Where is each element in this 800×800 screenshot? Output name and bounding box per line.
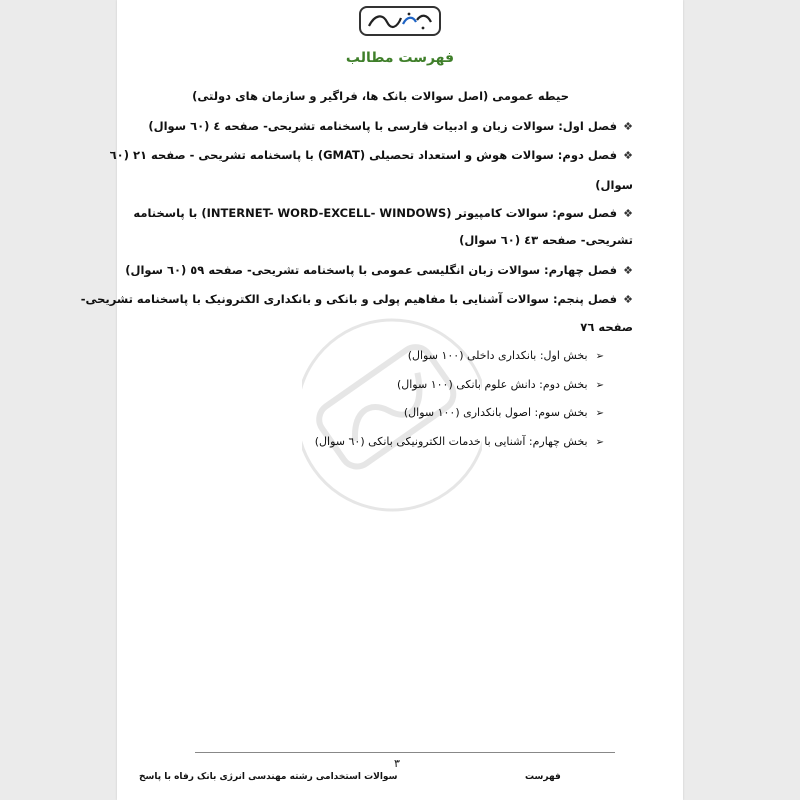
logo-icon — [361, 8, 439, 34]
toc-item-chapter-3 — [133, 205, 633, 222]
diamond-bullet-icon: ❖ — [623, 264, 633, 277]
arrow-bullet-icon: ➢ — [595, 380, 604, 391]
toc-title: فهرست مطالب — [345, 50, 455, 66]
toc-item-chapter-2 — [110, 147, 633, 164]
toc-item-text: فصل اول: سوالات زبان و ادبیات فارسی با پاسخنامه تشریحی- صفحه ٤ (٦٠ سوال) — [148, 119, 617, 133]
toc-item-continuation: تشریحی- صفحه ٤٣ (٦٠ سوال) — [459, 233, 633, 247]
toc-item-text: فصل دوم: سوالات هوش و استعداد تحصیلی (GMAT) با پاسخنامه تشریحی - صفحه ٢١ (٦٠ — [109, 148, 617, 162]
toc-item-text: فصل پنجم: سوالات آشنایی با مفاهیم پولی و بانکی و بانکداری الکترونیک با پاسخنامه تشریحی- — [80, 292, 617, 306]
diamond-bullet-icon: ❖ — [623, 120, 633, 133]
section-heading: حیطه عمومی (اصل سوالات بانک ها، فراگیر و سازمان های دولتی) — [192, 89, 569, 103]
footer-document-title: سوالات استخدامی رشته مهندسی انرژی بانک رفاه با پاسخ — [139, 772, 398, 782]
toc-item-text: فصل سوم: سوالات کامپیوتر (INTERNET- WORD-EXCELL- WINDOWS) با پاسخنامه — [133, 206, 617, 220]
diamond-bullet-icon: ❖ — [623, 293, 633, 306]
diamond-bullet-icon: ❖ — [623, 207, 633, 220]
toc-item-chapter-5 — [81, 291, 633, 308]
toc-item-chapter-4 — [125, 262, 633, 279]
diamond-bullet-icon: ❖ — [623, 149, 633, 162]
footer-section-label: فهرست — [525, 772, 561, 782]
document-page — [80, 0, 683, 800]
toc-item-text: فصل چهارم: سوالات زبان انگلیسی عمومی با پاسخنامه تشریحی- صفحه ٥٩ (٦٠ سوال) — [125, 263, 617, 277]
toc-subitem: ➢بخش دوم: دانش علوم بانکی (١٠٠ سوال) — [397, 377, 604, 394]
arrow-bullet-icon: ➢ — [595, 437, 604, 448]
toc-subitem: ➢بخش سوم: اصول بانکداری (١٠٠ سوال) — [404, 405, 604, 422]
arrow-bullet-icon: ➢ — [595, 351, 604, 362]
toc-subitem: ➢بخش اول: بانکداری داخلی (١٠٠ سوال) — [408, 348, 604, 365]
brand-logo — [359, 6, 441, 36]
arrow-bullet-icon: ➢ — [595, 408, 604, 419]
page-number: ٣ — [394, 757, 400, 770]
toc-item-chapter-1 — [148, 118, 633, 135]
footer-divider — [195, 752, 615, 753]
toc-item-continuation: سوال) — [595, 178, 633, 192]
toc-subitem: ➢بخش چهارم: آشنایی با خدمات الکترونیکی بانکی (٦٠ سوال) — [315, 434, 604, 451]
toc-item-continuation: صفحه ٧٦ — [580, 320, 633, 334]
